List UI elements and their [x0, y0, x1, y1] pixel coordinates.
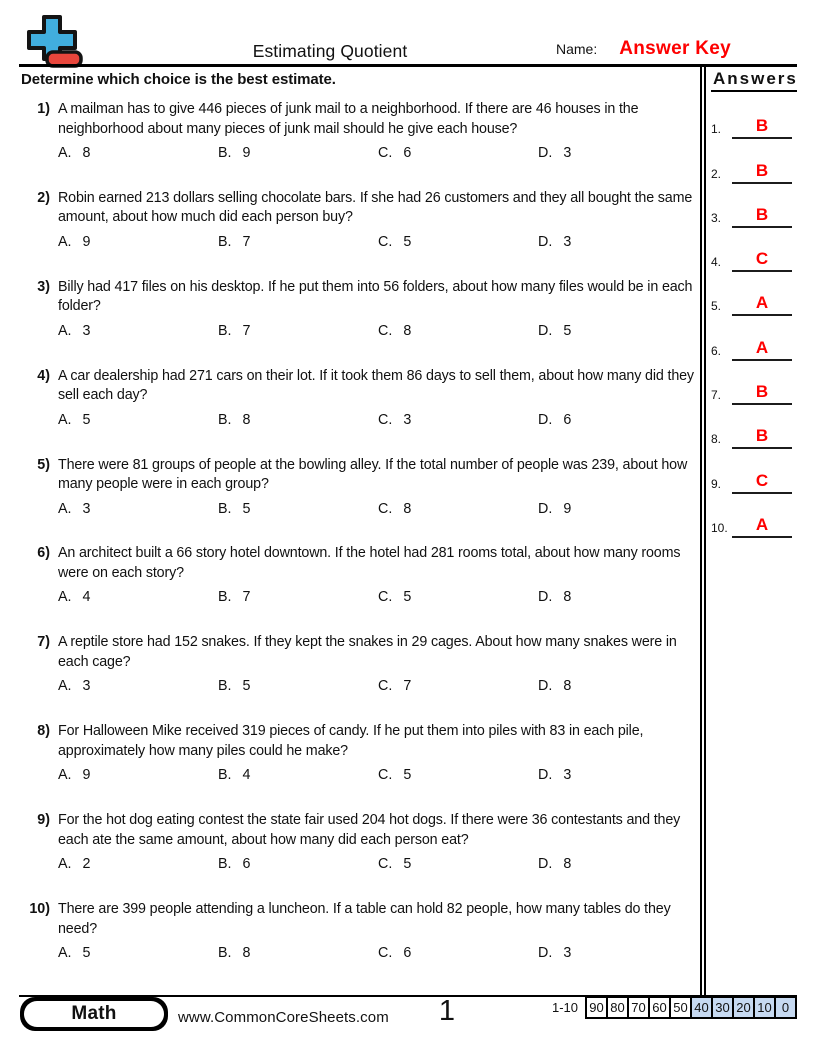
answer-blank-line	[732, 117, 792, 139]
choice-b	[218, 323, 378, 339]
choice-c	[378, 678, 538, 694]
score-table	[552, 996, 797, 1019]
choice-a-value: 5	[82, 411, 91, 428]
choice-d-label: D.	[538, 233, 553, 250]
choice-c-value: 8	[403, 500, 412, 517]
choice-d	[538, 678, 698, 694]
score-cell: 80	[606, 996, 629, 1019]
answers-title: Answers	[711, 69, 797, 92]
question-item	[22, 900, 698, 989]
choice-b-value: 8	[242, 945, 251, 962]
choice-b-value: 6	[242, 856, 251, 873]
page-title: Estimating Quotient	[252, 41, 408, 61]
choice-a	[58, 678, 218, 694]
choice-d-value: 9	[563, 500, 572, 517]
question-number: 1)	[37, 101, 50, 117]
answer-letter: B	[755, 204, 769, 224]
choice-b	[218, 767, 378, 783]
choice-d-label: D.	[538, 767, 553, 784]
answer-item-number: 6.	[711, 343, 722, 358]
page-number: 1	[438, 995, 456, 1027]
choice-a-value: 8	[82, 145, 91, 161]
answer-item	[711, 494, 797, 538]
choice-c-value: 5	[403, 233, 412, 250]
score-cell: 60	[648, 996, 671, 1019]
choice-b-value: 7	[242, 589, 251, 606]
question-item	[22, 100, 698, 189]
choice-d-label: D.	[538, 322, 553, 339]
choice-d-value: 3	[563, 233, 572, 250]
choices-row	[58, 234, 698, 250]
answer-item	[711, 316, 797, 360]
choice-c	[378, 234, 538, 250]
choice-d	[538, 501, 698, 517]
choice-a-label: A.	[58, 767, 72, 784]
choice-c-value: 6	[403, 145, 412, 161]
choice-a-label: A.	[58, 589, 72, 606]
choice-a	[58, 589, 218, 605]
header-divider	[19, 64, 797, 67]
choice-a	[58, 145, 218, 161]
question-number: 8)	[37, 723, 50, 740]
choice-a-value: 5	[82, 945, 91, 962]
choices-row	[58, 945, 698, 961]
choice-b	[218, 589, 378, 605]
choice-d-label: D.	[538, 856, 553, 873]
subject-badge-label: Math	[24, 1001, 164, 1027]
choice-d-label: D.	[538, 678, 553, 695]
choice-d-value: 8	[563, 856, 572, 873]
choice-c-label: C.	[378, 767, 393, 784]
answer-letter: C	[755, 249, 769, 269]
choice-a	[58, 234, 218, 250]
website-link[interactable]: www.CommonCoreSheets.com	[178, 1009, 389, 1026]
answer-letter: B	[755, 426, 769, 446]
choice-a	[58, 412, 218, 428]
answer-letter: A	[755, 514, 769, 534]
answer-item-number: 4.	[711, 255, 722, 270]
answers-panel	[700, 67, 797, 995]
choice-b-value: 5	[242, 500, 251, 517]
answer-item-number: 10.	[711, 520, 728, 535]
answer-item-number: 5.	[711, 299, 722, 314]
choice-a	[58, 501, 218, 517]
choice-a-label: A.	[58, 411, 72, 428]
choice-d-label: D.	[538, 145, 553, 161]
score-cell: 90	[585, 996, 608, 1019]
choice-d-label: D.	[538, 589, 553, 606]
choice-b-label: B.	[218, 145, 232, 161]
choice-c-label: C.	[378, 411, 393, 428]
choice-d-value: 6	[563, 411, 572, 428]
question-text: An architect built a 66 story hotel downtown. If the hotel had 281 rooms total, about how many rooms were on each story?	[58, 545, 681, 582]
choice-b-label: B.	[218, 411, 232, 428]
question-item	[22, 367, 698, 456]
choice-a	[58, 323, 218, 339]
subject-badge	[20, 997, 168, 1031]
question-text-row	[22, 900, 698, 940]
choice-c	[378, 767, 538, 783]
answer-item	[711, 449, 797, 493]
question-text: There were 81 groups of people at the bowling alley. If the total number of people was 239, about how many people were in each group?	[58, 456, 688, 493]
question-number: 10)	[29, 901, 50, 918]
answers-list	[711, 95, 797, 538]
question-text: Billy had 417 files on his desktop. If he put them into 56 folders, about how many files would be in each folder?	[58, 278, 693, 315]
answer-item	[711, 228, 797, 272]
answer-key-text: Answer Key	[619, 38, 732, 59]
answer-letter: A	[755, 337, 769, 357]
answer-blank-line	[732, 206, 792, 228]
choice-d-value: 5	[563, 322, 572, 339]
answer-item-number: 3.	[711, 210, 722, 225]
question-text-row	[22, 278, 698, 318]
choice-b-value: 9	[242, 145, 251, 161]
question-item	[22, 811, 698, 900]
question-number: 2)	[37, 189, 50, 206]
choice-b	[218, 412, 378, 428]
question-number: 9)	[37, 812, 50, 829]
score-cell: 0	[774, 996, 797, 1019]
choice-d	[538, 856, 698, 872]
choice-d	[538, 412, 698, 428]
choices-row	[58, 501, 698, 517]
answer-item-number: 1.	[711, 122, 722, 137]
answer-blank-line	[732, 339, 792, 361]
choice-d-value: 8	[563, 589, 572, 606]
question-text: For Halloween Mike received 319 pieces of candy. If he put them into piles with 83 in each pile, approximately how many piles could he make?	[58, 723, 644, 759]
choice-d-label: D.	[538, 945, 553, 962]
choice-d-value: 3	[563, 767, 572, 784]
choice-b-value: 7	[242, 233, 251, 250]
choice-a-value: 2	[82, 856, 91, 873]
question-number: 5)	[37, 456, 50, 473]
choice-b-label: B.	[218, 500, 232, 517]
choice-b-value: 4	[242, 767, 251, 784]
choice-c	[378, 945, 538, 961]
choices-row	[58, 767, 698, 783]
answer-item	[711, 272, 797, 316]
question-text-row	[22, 544, 698, 584]
answer-blank-line	[732, 427, 792, 449]
question-text: For the hot dog eating contest the state fair used 204 hot dogs. If there were 36 contestants and they each ate the same amount, about how many did each person eat?	[58, 812, 681, 848]
answer-item	[711, 405, 797, 449]
choice-c-value: 3	[403, 411, 412, 428]
choice-d	[538, 767, 698, 783]
choice-a-value: 9	[82, 767, 91, 784]
question-text: Robin earned 213 dollars selling chocolate bars. If she had 26 customers and they all bought the same amount, about how much did each person buy?	[58, 189, 693, 226]
choice-a-label: A.	[58, 856, 72, 873]
choice-d-value: 8	[563, 678, 572, 695]
choice-d-value: 3	[563, 145, 572, 161]
choice-b-label: B.	[218, 945, 232, 962]
answer-blank-line	[732, 383, 792, 405]
answer-letter: A	[755, 293, 769, 313]
question-item	[22, 633, 698, 722]
question-number: 6)	[37, 545, 50, 562]
question-number: 7)	[37, 634, 50, 651]
choice-c-label: C.	[378, 322, 393, 339]
answer-letter: B	[755, 116, 769, 136]
choice-c-label: C.	[378, 500, 393, 517]
question-text-row	[22, 100, 698, 140]
choice-b-value: 5	[242, 678, 251, 695]
choice-c	[378, 501, 538, 517]
score-cell: 20	[732, 996, 755, 1019]
choice-a-value: 3	[82, 500, 91, 517]
answer-item	[711, 139, 797, 183]
choice-d	[538, 323, 698, 339]
score-range-label: 1-10	[551, 1000, 578, 1015]
choice-c-label: C.	[378, 233, 393, 250]
answer-blank-line	[732, 162, 792, 184]
choice-b	[218, 856, 378, 872]
choice-a-label: A.	[58, 322, 72, 339]
answer-blank-line	[732, 250, 792, 272]
score-cell: 70	[627, 996, 650, 1019]
answer-item-number: 9.	[711, 476, 722, 491]
question-text: A car dealership had 271 cars on their lot. If it took them 86 days to sell them, about how many did they sell each day?	[58, 367, 694, 404]
question-number: 4)	[37, 367, 50, 384]
question-item	[22, 722, 698, 811]
question-text-row	[22, 633, 698, 673]
choice-a-value: 9	[82, 233, 91, 250]
choice-b	[218, 145, 378, 161]
answer-blank-line	[732, 516, 792, 538]
choice-b	[218, 501, 378, 517]
instruction-text: Determine which choice is the best estimate.	[21, 71, 336, 88]
question-item	[22, 278, 698, 367]
choice-d	[538, 945, 698, 961]
choice-b-label: B.	[218, 856, 232, 873]
choice-c-value: 5	[403, 589, 412, 606]
score-cell: 50	[669, 996, 692, 1019]
question-item	[22, 544, 698, 633]
question-text-row	[22, 189, 698, 229]
answer-letter: B	[755, 382, 769, 402]
choice-a-label: A.	[58, 145, 72, 161]
choice-c-label: C.	[378, 589, 393, 606]
answer-item	[711, 361, 797, 405]
plus-minus-math-logo-icon	[27, 15, 85, 69]
choice-c-value: 8	[403, 322, 412, 339]
choice-b-value: 7	[242, 322, 251, 339]
choice-c	[378, 856, 538, 872]
choice-c	[378, 323, 538, 339]
answer-item-number: 2.	[711, 166, 722, 181]
choice-d-value: 3	[563, 945, 572, 962]
question-text-row	[22, 367, 698, 407]
name-label: Name:	[556, 41, 598, 57]
choice-d-label: D.	[538, 411, 553, 428]
choice-c	[378, 589, 538, 605]
choices-row	[58, 589, 698, 605]
score-cell: 10	[753, 996, 776, 1019]
score-cell: 30	[711, 996, 734, 1019]
choice-b-value: 8	[242, 411, 251, 428]
choice-d	[538, 234, 698, 250]
choice-a	[58, 856, 218, 872]
question-text: A reptile store had 152 snakes. If they kept the snakes in 29 cages. About how many snakes were in each cage?	[58, 634, 677, 670]
choice-a	[58, 767, 218, 783]
answer-blank-line	[732, 294, 792, 316]
choice-c-label: C.	[378, 945, 393, 962]
choice-b-label: B.	[218, 767, 232, 784]
choice-a-label: A.	[58, 233, 72, 250]
name-row	[556, 38, 731, 60]
answer-letter: B	[755, 160, 769, 180]
choice-c	[378, 145, 538, 161]
choice-b-label: B.	[218, 589, 232, 606]
question-text-row	[22, 456, 698, 496]
question-text: A mailman has to give 446 pieces of junk mail to a neighborhood. If there are 46 houses in the neighborhood about many pieces of junk mail should he give each house?	[58, 101, 639, 137]
choice-d	[538, 145, 698, 161]
answer-item-number: 8.	[711, 432, 722, 447]
choice-a-value: 3	[82, 678, 91, 695]
answer-item-number: 7.	[711, 388, 722, 403]
score-cell: 40	[690, 996, 713, 1019]
choice-c-value: 5	[403, 767, 412, 784]
choice-c-value: 7	[403, 678, 412, 695]
question-item	[22, 189, 698, 278]
choice-d	[538, 589, 698, 605]
choice-a-label: A.	[58, 500, 72, 517]
answer-blank-line	[732, 472, 792, 494]
choice-c-value: 6	[403, 945, 412, 962]
choice-a-label: A.	[58, 945, 72, 962]
question-item	[22, 456, 698, 545]
question-text-row	[22, 811, 698, 851]
choices-row	[58, 678, 698, 694]
choices-row	[58, 145, 698, 161]
answer-item	[711, 184, 797, 228]
choice-c-label: C.	[378, 145, 393, 161]
choice-b	[218, 234, 378, 250]
score-cells	[585, 996, 797, 1019]
choices-row	[58, 856, 698, 872]
choice-b-label: B.	[218, 678, 232, 695]
choice-b-label: B.	[218, 233, 232, 250]
choice-b-label: B.	[218, 322, 232, 339]
choice-b	[218, 678, 378, 694]
choice-d-label: D.	[538, 500, 553, 517]
choice-a	[58, 945, 218, 961]
choices-row	[58, 323, 698, 339]
question-text: There are 399 people attending a luncheon. If a table can hold 82 people, how many tables do they need?	[58, 901, 671, 937]
answer-letter: C	[755, 470, 769, 490]
choice-c-label: C.	[378, 678, 393, 695]
choice-c-value: 5	[403, 856, 412, 873]
choice-a-label: A.	[58, 678, 72, 695]
choice-c	[378, 412, 538, 428]
answer-item	[711, 95, 797, 139]
choices-row	[58, 412, 698, 428]
choice-b	[218, 945, 378, 961]
question-text-row	[22, 722, 698, 762]
question-number: 3)	[37, 278, 50, 295]
questions-list	[22, 100, 698, 989]
choice-a-value: 4	[82, 589, 91, 606]
choice-c-label: C.	[378, 856, 393, 873]
choice-a-value: 3	[82, 322, 91, 339]
